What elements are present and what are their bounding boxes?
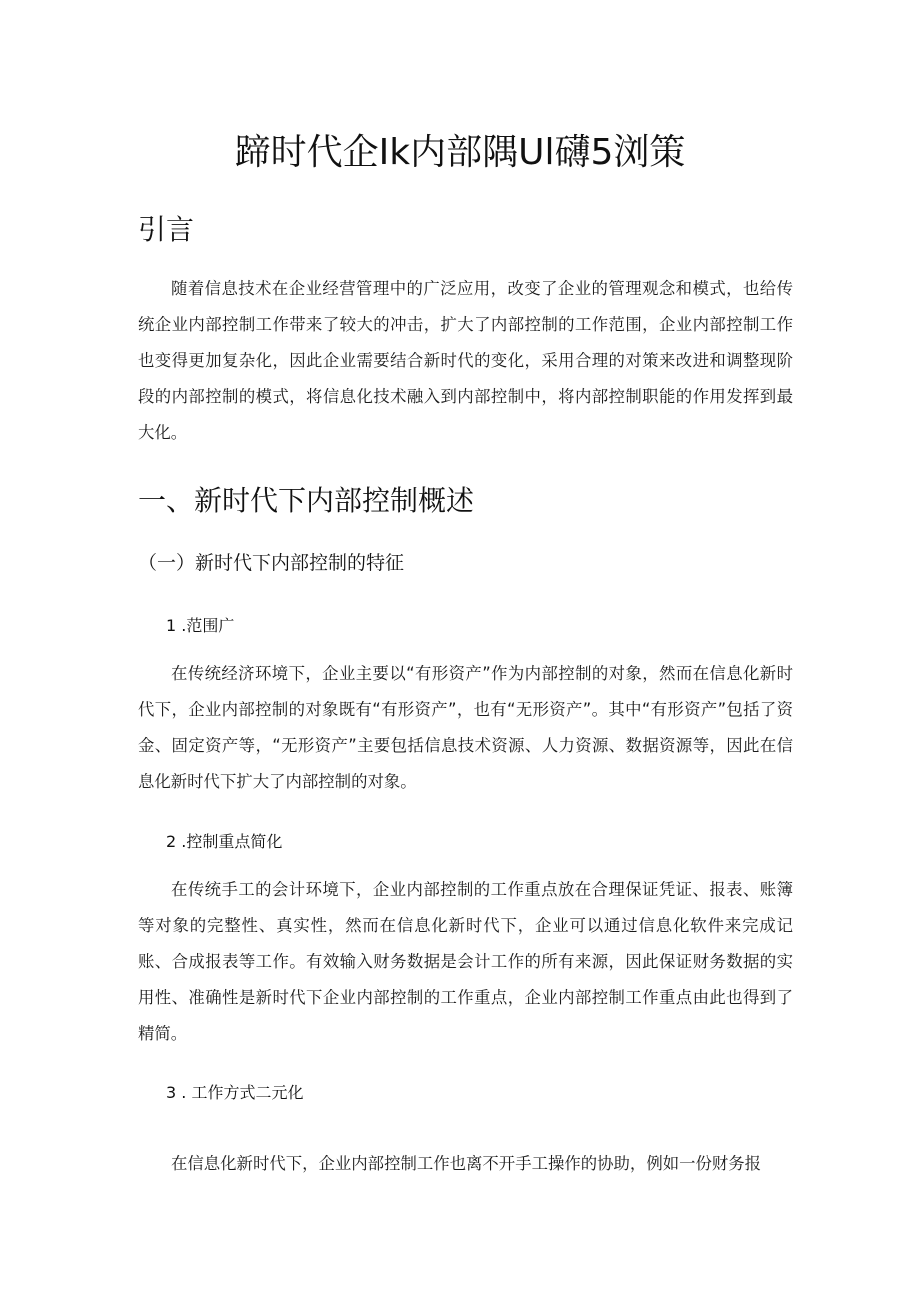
item-1-paragraph: 在传统经济环境下，企业主要以“有形资产”作为内部控制的对象，然而在信息化新时代下，企业内部控制的对象既有“有形资产”，也有“无形资产”。其中“有形资产”包括了资金、固定资产等，“无形资产”主要包括信息技术资源、人力资源、数据资源等，因此在信息化新时代下扩大了内部控制的对象。 [138,664,793,791]
item-3-paragraph: 在信息化新时代下，企业内部控制工作也离不开手工操作的协助，例如一份财务报 [171,1154,762,1173]
section-1-heading: 一、新时代下内部控制概述 [138,484,475,517]
intro-paragraph: 随着信息技术在企业经营管理中的广泛应用，改变了企业的管理观念和模式，也给传统企业内部控制工作带来了较大的冲击，扩大了内部控制的工作范围，企业内部控制工作也变得更加复杂化，因此企业需要结合新时代的变化，采用合理的对策来改进和调整现阶段的内部控制的模式，将信息化技术融入到内部控制中，将内部控制职能的作用发挥到最大化。 [138,279,793,442]
document-title: 蹄时代企Ik内部隅Ul礴5浏策 [234,132,686,173]
subsection-1-heading: （一）新时代下内部控制的特征 [138,552,405,574]
item-3-heading: 3 . 工作方式二元化 [166,1083,304,1102]
item-1-heading: 1 .范围广 [166,616,235,635]
item-2-heading: 2 .控制重点简化 [166,832,283,851]
item-2-paragraph: 在传统手工的会计环境下，企业内部控制的工作重点放在合理保证凭证、报表、账簿等对象的完整性、真实性，然而在信息化新时代下，企业可以通过信息化软件来完成记账、合成报表等工作。有效输入财务数据是会计工作的所有来源，因此保证财务数据的实用性、准确性是新时代下企业内部控制的工作重点，企业内部控制工作重点由此也得到了精简。 [138,880,793,1043]
intro-heading: 引言 [138,213,195,246]
